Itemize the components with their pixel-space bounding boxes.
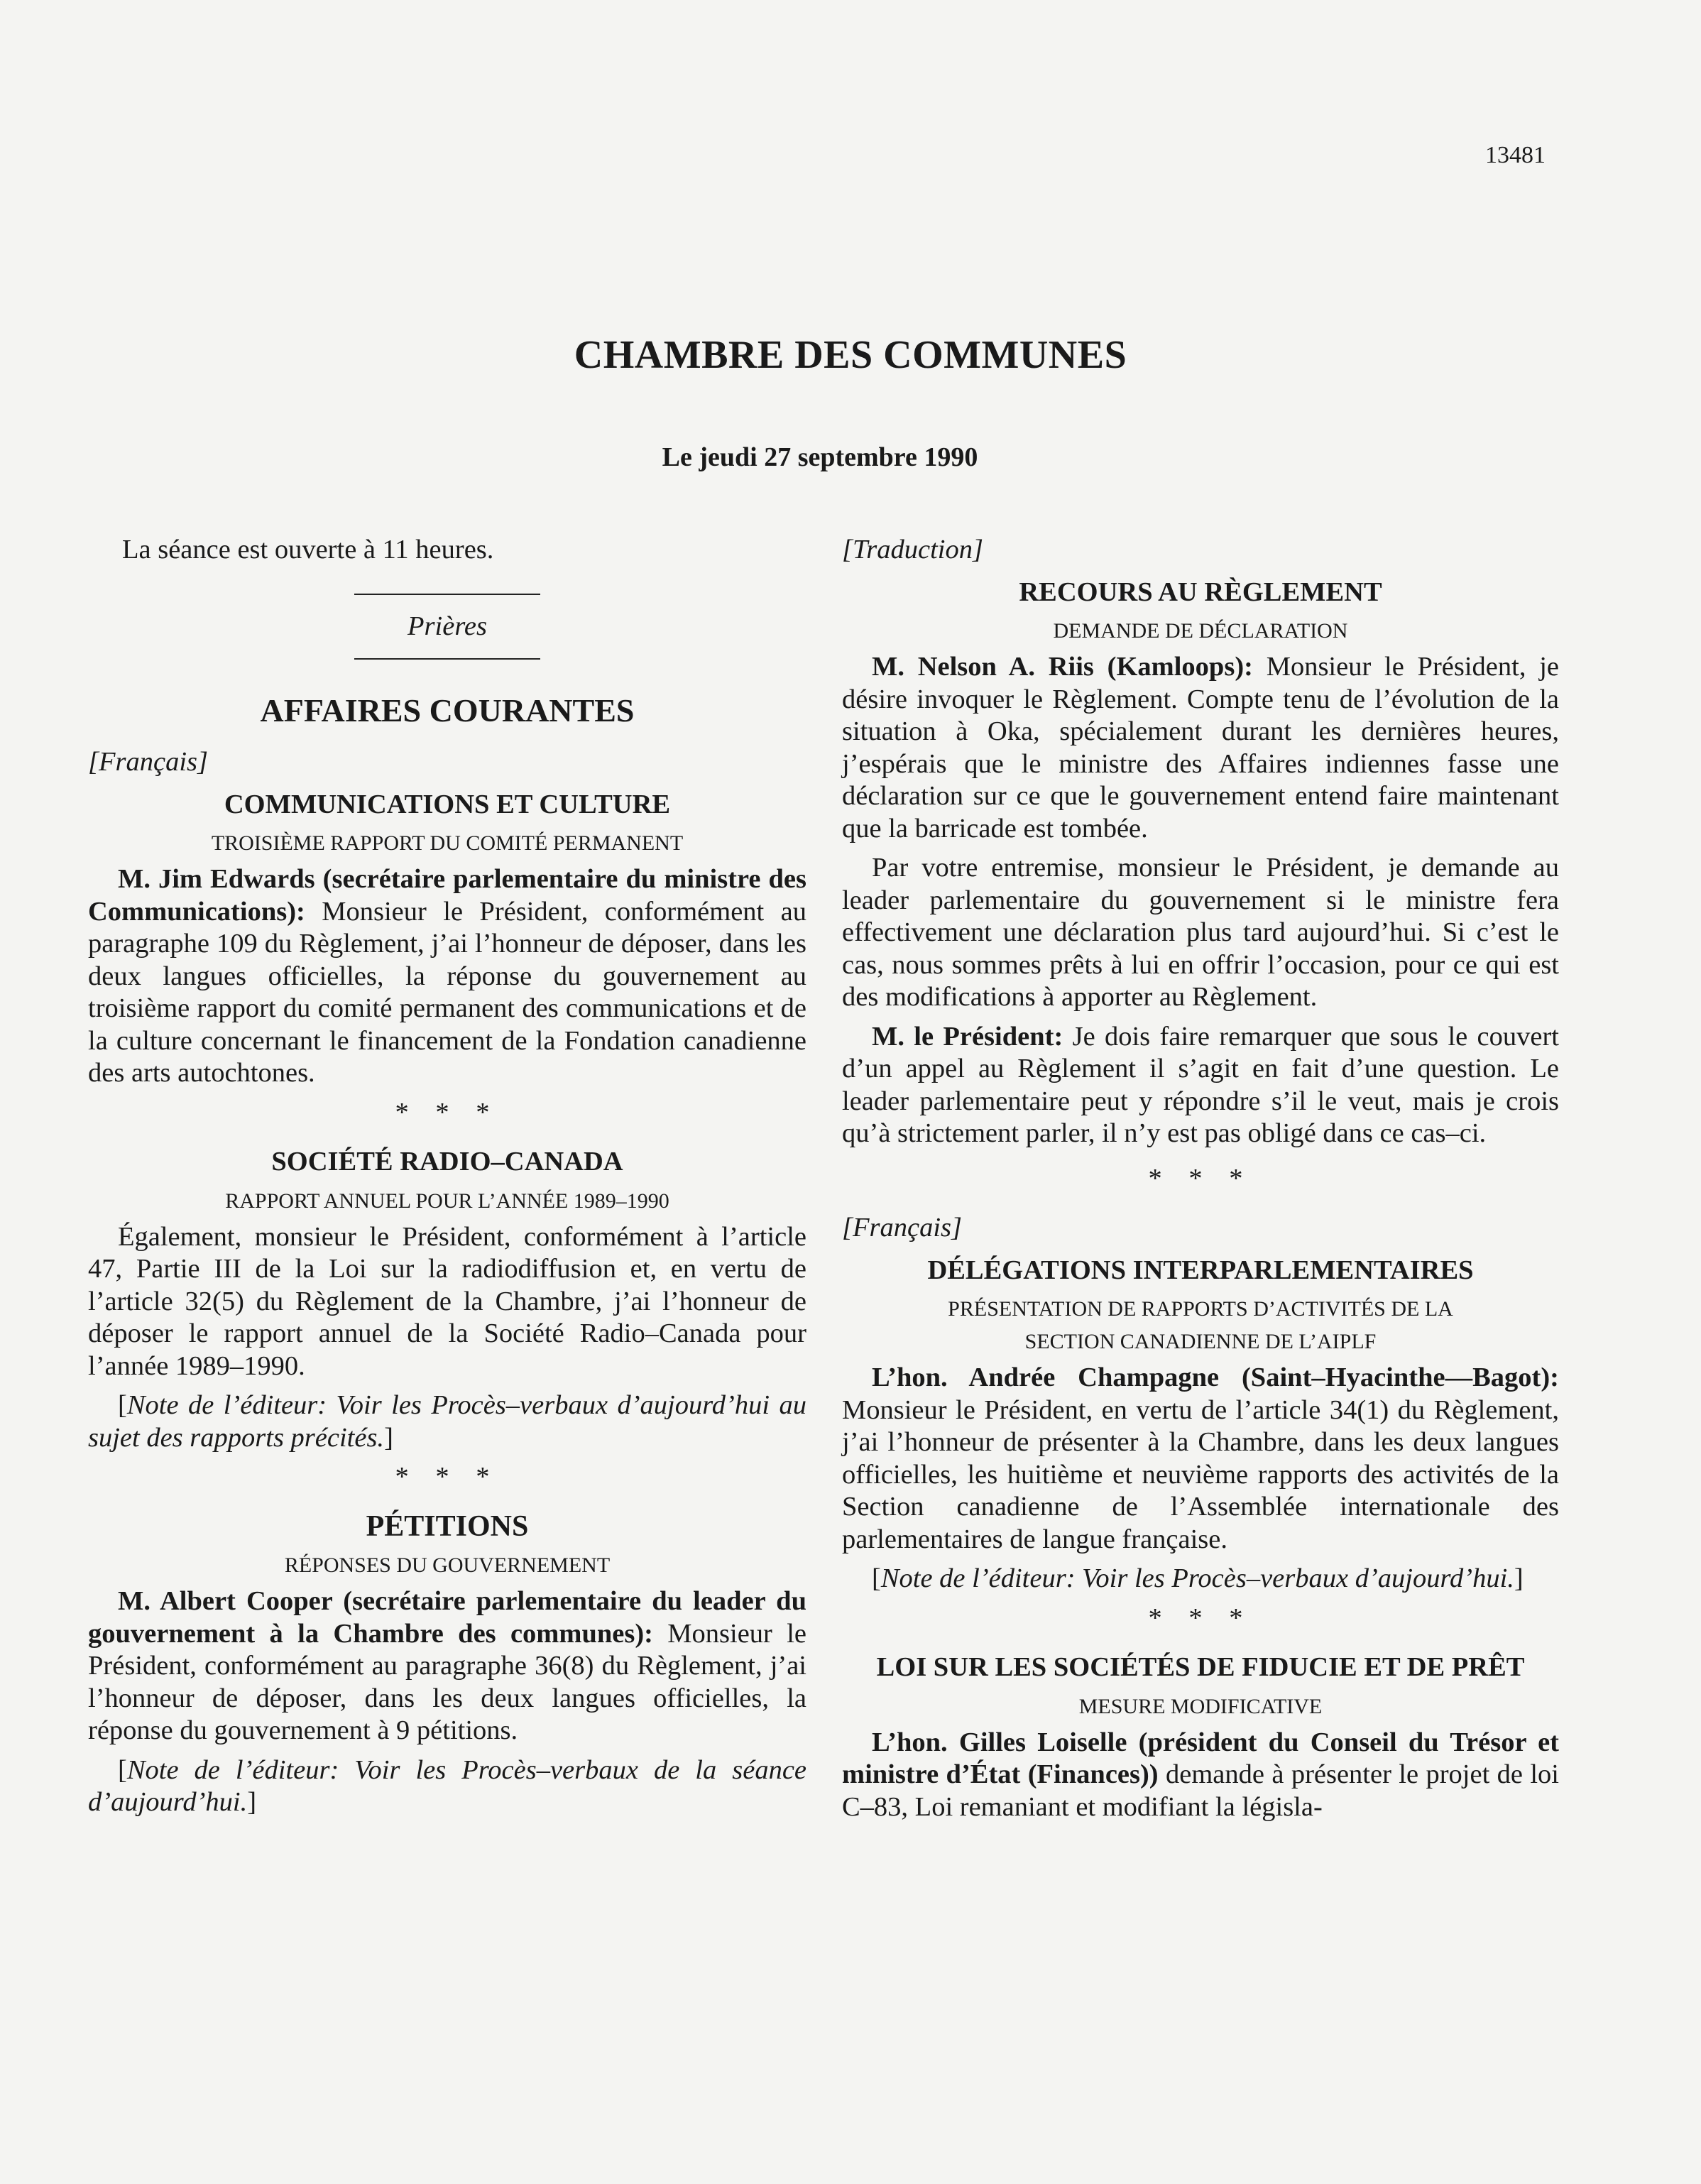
speaker-name: L’hon. Andrée Champagne (Saint–Hyacinthe—Bagot):	[872, 1363, 1559, 1392]
language-marker: [Français]	[842, 1213, 962, 1243]
language-marker: [Français]	[88, 747, 208, 777]
section-separator: * * *	[395, 1462, 500, 1492]
subheading-government-responses: RÉPONSES DU GOUVERNEMENT	[284, 1554, 611, 1577]
page-title: CHAMBRE DES COMMUNES	[574, 333, 1127, 377]
divider-rule	[354, 594, 540, 595]
speech-champagne	[842, 1362, 1559, 1556]
right-column	[842, 525, 1559, 1823]
subheading-activity-reports: PRÉSENTATION DE RAPPORTS D’ACTIVITÉS DE LA	[948, 1297, 1453, 1321]
routine-proceedings-heading: AFFAIRES COURANTES	[260, 692, 635, 728]
editor-note-text: Note de l’éditeur: Voir les Procès–verbaux de la séance d’aujourd’hui.	[88, 1754, 806, 1817]
section-heading-interparliamentary: DÉLÉGATIONS INTERPARLEMENTAIRES	[927, 1255, 1474, 1285]
speaker-name: M. le Président:	[872, 1021, 1063, 1052]
section-separator: * * *	[1148, 1602, 1253, 1633]
language-label: Français	[98, 747, 198, 777]
speech-cooper	[88, 1585, 806, 1747]
editor-note-text: Note de l’éditeur: Voir les Procès–verbaux d’aujourd’hui.	[880, 1563, 1514, 1593]
opening-line: La séance est ouverte à 11 heures.	[122, 535, 494, 564]
editor-note-text: Note de l’éditeur: Voir les Procès–verbaux d’aujourd’hui au sujet des rapports précités.	[88, 1390, 806, 1453]
section-heading-point-of-order: RECOURS AU RÈGLEMENT	[1019, 577, 1382, 607]
speech-riis	[842, 651, 1559, 845]
section-heading-petitions: PÉTITIONS	[366, 1509, 529, 1543]
speech-edwards	[88, 863, 806, 1090]
section-separator: * * *	[1148, 1163, 1253, 1194]
section-heading-radio-canada: SOCIÉTÉ RADIO–CANADA	[271, 1147, 623, 1176]
speech-text: Je dois faire remarquer que sous le couvert d’un appel au Règlement il s’agit en fait d’une question. Le leader parlementaire peut y répondre s’il le veut, mais je crois qu’à strictement parler, il n’y est pas obligé dans ce cas–ci.	[842, 1021, 1559, 1148]
section-separator: * * *	[395, 1097, 500, 1128]
language-marker: [Traduction]	[842, 535, 983, 564]
section-heading-trust-loan: LOI SUR LES SOCIÉTÉS DE FIDUCIE ET DE PRÊT	[876, 1652, 1525, 1682]
speaker-name: M. Jim Edwards (secrétaire parlementaire du ministre des Communications):	[88, 864, 806, 927]
speech-text: Monsieur le Président, conformément au paragraphe 109 du Règlement, j’ai l’honneur de déposer, dans les deux langues officielles, la réponse du gouvernement au troisième rapport du comité permanent des communications et de la culture concernant le financement de la Fondation canadienne des arts autochtones.	[88, 896, 806, 1088]
left-column	[88, 525, 806, 1819]
editor-note: [Note de l’éditeur: Voir les Procès–verbaux de la séance d’aujourd’hui.]	[88, 1754, 806, 1817]
editor-note: [Note de l’éditeur: Voir les Procès–verbaux d’aujourd’hui au sujet des rapports précités.]	[88, 1390, 806, 1453]
subheading-annual-report: RAPPORT ANNUEL POUR L’ANNÉE 1989–1990	[225, 1189, 669, 1213]
speaker-name: L’hon. Gilles Loiselle (président du Conseil du Trésor et ministre d’État (Finances))	[842, 1727, 1559, 1789]
speech-radio-canada: Également, monsieur le Président, conformément à l’article 47, Partie III de la Loi sur la radiodiffusion et, en vertu de l’article 32(5) du Règlement de la Chambre, j’ai l’honneur de déposer le rapport annuel de la Société Radio–Canada pour l’année 1989–1990.	[88, 1221, 806, 1381]
editor-note: [Note de l’éditeur: Voir les Procès–verbaux d’aujourd’hui.]	[872, 1563, 1524, 1593]
speaker-name: M. Nelson A. Riis (Kamloops):	[872, 652, 1253, 682]
speaker-name: M. Albert Cooper (secrétaire parlementaire du leader du gouvernement à la Chambre des communes):	[88, 1586, 806, 1649]
speech-text: demande à présenter le projet de loi C–83, Loi remaniant et modifiant la législa-	[842, 1759, 1560, 1822]
section-heading-communications: COMMUNICATIONS ET CULTURE	[224, 789, 671, 819]
subheading-third-report: TROISIÈME RAPPORT DU COMITÉ PERMANENT	[211, 831, 684, 855]
prayers-label: Prières	[408, 611, 487, 641]
speech-loiselle	[842, 1727, 1559, 1824]
speech-riis-continued: Par votre entremise, monsieur le Président, je demande au leader parlementaire du gouvernement si le ministre fera effectivement une déclaration plus tard aujourd’hui. Si c’est le cas, nous sommes prêts à lui en offrir l’occasion, pour ce qui est des modifications à apporter au Règlement.	[842, 853, 1559, 1012]
language-label: Français	[852, 1213, 952, 1243]
page-number: 13481	[1485, 142, 1546, 168]
speech-text: Monsieur le Président, je désire invoquer le Règlement. Compte tenu de l’évolution de la situation à Oka, spécialement durant les dernières heures, j’espérais que le ministre des Affaires indiennes fasse une déclaration sur ce que le gouvernement entend faire maintenant que la barricade est tombée.	[842, 652, 1559, 843]
subheading-request-statement: DEMANDE DE DÉCLARATION	[1053, 619, 1348, 643]
divider-rule	[354, 658, 540, 660]
language-label: Traduction	[852, 535, 973, 564]
subheading-aiplf: SECTION CANADIENNE DE L’AIPLF	[1024, 1330, 1377, 1353]
speech-text: Monsieur le Président, en vertu de l’article 34(1) du Règlement, j’ai l’honneur de présenter à la Chambre, dans les deux langues officielles, les huitième et neuvième rapports des activités de la Section canadienne de l’Assemblée internationale des parlementaires de langue française.	[842, 1394, 1559, 1554]
sitting-date: Le jeudi 27 septembre 1990	[662, 442, 978, 472]
speech-text: Monsieur le Président, conformément au paragraphe 36(8) du Règlement, j’ai l’honneur de déposer, dans les deux langues officielles, la réponse du gouvernement à 9 pétitions.	[88, 1618, 806, 1745]
subheading-amending-measure: MESURE MODIFICATIVE	[1078, 1694, 1323, 1718]
speech-speaker	[842, 1021, 1559, 1150]
